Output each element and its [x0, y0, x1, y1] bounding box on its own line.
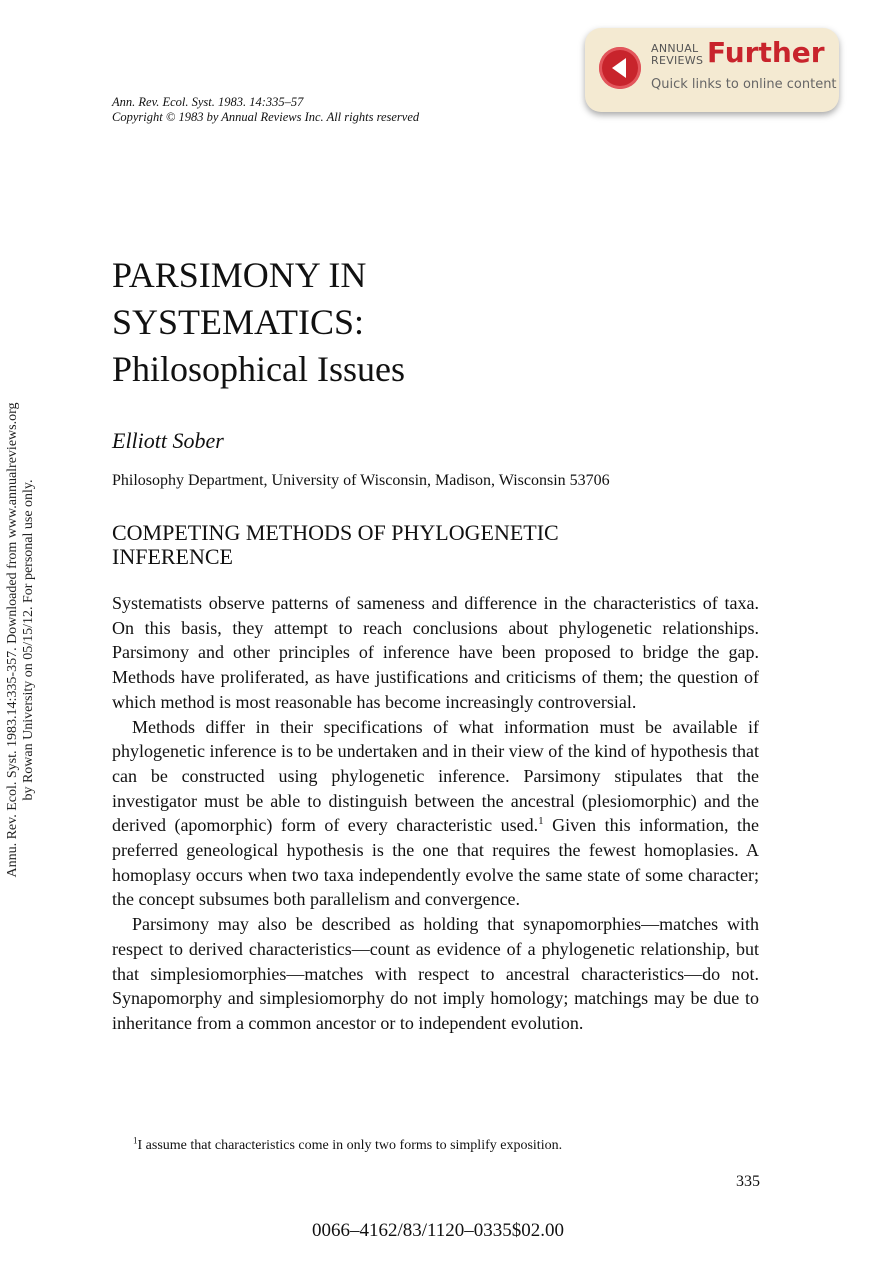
section-heading-line-1: COMPETING METHODS OF PHYLOGENETIC	[112, 520, 559, 545]
footnote-text: I assume that characteristics come in only two forms to simplify exposition.	[137, 1138, 563, 1153]
section-heading-line-2: INFERENCE	[112, 544, 233, 569]
badge-reviews-label: REVIEWS	[651, 54, 704, 67]
journal-citation: Ann. Rev. Ecol. Syst. 1983. 14:335–57	[112, 95, 304, 109]
title-line-1: PARSIMONY IN	[112, 255, 367, 295]
paragraph-3: Parsimony may also be described as holding that synapomorphies—matches with respect to derived characteristics—count as evidence of a phylogenetic relationship, but that simplesiomorphies—matches with respect to ancestral characteristics—do not. Synapomorphy and simplesiomorphy do not imply homology; matchings may be due to inheritance from a common ancestor or to independent evolution.	[112, 914, 759, 1033]
paragraph-1: Systematists observe patterns of sameness and difference in the characteristics of taxa. On this basis, they attempt to reach conclusions about phylogenetic relationships. Parsimony and other principles of inference have been proposed to bridge the gap. Methods have proliferated, as have justifications and criticisms of them; the question of which method is most reasonable has become increasingly controversial.	[112, 593, 759, 712]
section-heading	[112, 521, 712, 569]
further-reading-badge[interactable]	[585, 28, 839, 112]
watermark-line-2: by Rowan University on 05/15/12. For personal use only.	[21, 479, 36, 801]
badge-brand-text	[651, 43, 703, 67]
download-watermark	[5, 402, 37, 877]
page-number: 335	[736, 1173, 760, 1190]
title-line-2: SYSTEMATICS:	[112, 302, 365, 342]
document-code: 0066–4162/83/1120–0335$02.00	[311, 1220, 565, 1241]
watermark-line-1: Annu. Rev. Ecol. Syst. 1983.14:335-357. Downloaded from www.annualreviews.org	[5, 402, 20, 878]
footnote-mark: 1	[133, 1135, 138, 1146]
article-title	[112, 252, 405, 393]
badge-annual-label: ANNUAL	[651, 42, 699, 55]
journal-header	[112, 95, 419, 125]
paragraph-2-part-2: Given this information, the preferred geneological hypothesis is the one that requires the fewest homoplasies. A homoplasy occurs when two taxa independently evolve the same state of some character; the concept subsumes both parallelism and convergence.	[112, 815, 760, 910]
journal-copyright: Copyright © 1983 by Annual Reviews Inc. All rights reserved	[112, 110, 420, 124]
badge-subtitle: Quick links to online content	[651, 77, 837, 92]
back-arrow-icon	[599, 47, 641, 89]
paragraph-2-part-1: Methods differ in their specifications of what information must be available if phylogenetic inference is to be undertaken and in their view of the kind of hypothesis that can be constructed using phylogenetic inference. Parsimony stipulates that the investigator must be able to distinguish between the ancestral (plesiomorphic) and the derived (apomorphic) form of every characteristic used.	[112, 716, 759, 836]
author-affiliation: Philosophy Department, University of Wisconsin, Madison, Wisconsin 53706	[112, 472, 610, 489]
title-line-3: Philosophical Issues	[112, 349, 405, 389]
paragraph-2	[112, 715, 759, 913]
footnote-reference[interactable]: 1	[538, 815, 544, 828]
article-body	[112, 591, 759, 1036]
badge-further-label: Further	[707, 36, 825, 69]
footnote	[133, 1135, 563, 1154]
author-name: Elliott Sober	[112, 428, 224, 453]
